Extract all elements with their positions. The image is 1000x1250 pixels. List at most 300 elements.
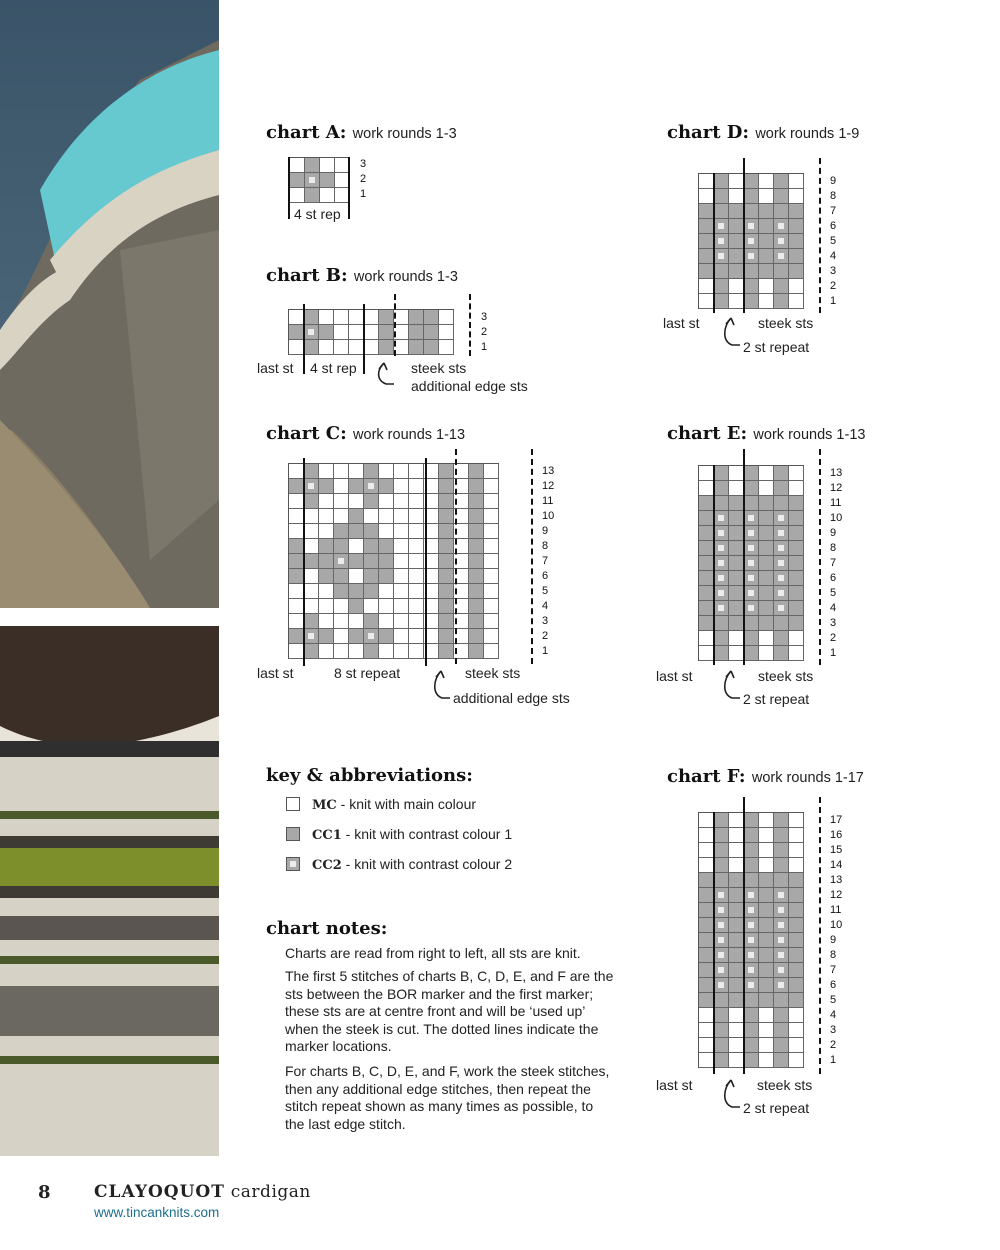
chart-cell — [409, 464, 424, 479]
chart-cell — [379, 325, 394, 340]
chart-cell — [319, 554, 334, 569]
chart-cell — [484, 554, 499, 569]
chart-cell — [729, 264, 744, 279]
chart-cell — [714, 174, 729, 189]
chart-cell — [319, 569, 334, 584]
chart-cell — [714, 189, 729, 204]
chart-cell — [729, 466, 744, 481]
chart-cell — [439, 464, 454, 479]
chart-cell — [334, 614, 349, 629]
chart-cell — [319, 584, 334, 599]
chart-cell — [409, 599, 424, 614]
chart-cell — [484, 614, 499, 629]
chart-cell — [699, 496, 714, 511]
chart-cell — [714, 631, 729, 646]
chart-cell — [759, 1038, 774, 1053]
chart-cell — [714, 496, 729, 511]
chart-cell — [714, 264, 729, 279]
chart-cell — [714, 948, 729, 963]
chart-cell — [714, 888, 729, 903]
chart-cell — [289, 569, 304, 584]
chart-cell — [774, 631, 789, 646]
chart-cell — [699, 828, 714, 843]
chart-cell — [699, 556, 714, 571]
chart-cell — [789, 279, 804, 294]
chart-cell — [744, 646, 759, 661]
chart-cell — [364, 494, 379, 509]
chart-cell — [484, 464, 499, 479]
chart-cell — [334, 629, 349, 644]
chart-d-marker-dotted-line — [819, 158, 821, 313]
chart-cell — [334, 464, 349, 479]
chart-cell — [714, 466, 729, 481]
chart-cell — [759, 586, 774, 601]
chart-cell — [699, 918, 714, 933]
chart-cell — [289, 310, 304, 325]
chart-cell — [789, 481, 804, 496]
chart-cell — [744, 933, 759, 948]
chart-cell — [789, 249, 804, 264]
chart-cell — [699, 1008, 714, 1023]
chart-cell — [484, 569, 499, 584]
chart-cell — [714, 1053, 729, 1068]
chart-cell — [774, 219, 789, 234]
chart-cell — [304, 479, 319, 494]
chart-cell — [304, 340, 319, 355]
chart-f-repeat-line — [743, 797, 745, 1074]
row-number: 3 — [830, 265, 837, 277]
chart-cell — [484, 584, 499, 599]
chart-cell — [729, 204, 744, 219]
notes-title: chart notes: — [266, 918, 388, 939]
chart-cell — [304, 554, 319, 569]
chart-cell — [729, 481, 744, 496]
chart-cell — [789, 903, 804, 918]
row-number: 7 — [830, 557, 837, 569]
chart-cell — [364, 524, 379, 539]
chart-cell — [289, 584, 304, 599]
chart-cell — [394, 479, 409, 494]
chart-cell — [304, 629, 319, 644]
chart-cell — [789, 1008, 804, 1023]
chart-cell — [484, 539, 499, 554]
chart-cell — [744, 466, 759, 481]
chart-cell — [789, 813, 804, 828]
chart-cell — [394, 629, 409, 644]
chart-cell — [334, 479, 349, 494]
chart-cell — [759, 888, 774, 903]
chart-cell — [774, 189, 789, 204]
chart-cell — [304, 464, 319, 479]
chart-cell — [379, 539, 394, 554]
chart-cell — [759, 219, 774, 234]
cc2-swatch — [286, 857, 300, 871]
chart-cell — [319, 479, 334, 494]
chart-cell — [699, 294, 714, 309]
chart-cell — [364, 479, 379, 494]
row-number: 16 — [830, 829, 843, 841]
chart-cell — [699, 481, 714, 496]
chart-cell — [349, 614, 364, 629]
chart-cell — [394, 644, 409, 659]
chart-cell — [714, 843, 729, 858]
chart-cell — [774, 1053, 789, 1068]
chart-cell — [714, 481, 729, 496]
chart-cell — [349, 584, 364, 599]
chart-cell — [759, 234, 774, 249]
chart-cell — [774, 586, 789, 601]
chart-cell — [759, 601, 774, 616]
chart-e-repeat-line — [743, 449, 745, 665]
row-number: 2 — [830, 632, 837, 644]
chart-cell — [379, 464, 394, 479]
chart-cell — [304, 310, 319, 325]
chart-cell — [289, 464, 304, 479]
chart-cell — [774, 496, 789, 511]
chart-cell — [774, 234, 789, 249]
chart-cell — [304, 584, 319, 599]
chart-cell — [469, 599, 484, 614]
chart-cell — [364, 310, 379, 325]
chart-cell — [729, 1023, 744, 1038]
chart-cell — [334, 509, 349, 524]
chart-a-row-num: 2 — [360, 173, 367, 185]
chart-cell — [759, 204, 774, 219]
chart-cell — [714, 249, 729, 264]
page-number: 8 — [38, 1182, 51, 1203]
row-number: 17 — [830, 814, 843, 826]
chart-cell — [714, 873, 729, 888]
chart-cell — [789, 631, 804, 646]
chart-b-row-num: 2 — [481, 326, 488, 338]
chart-cell — [364, 539, 379, 554]
chart-cell — [744, 189, 759, 204]
chart-cell — [789, 264, 804, 279]
chart-cell — [714, 571, 729, 586]
chart-cell — [744, 813, 759, 828]
chart-cell — [759, 264, 774, 279]
chart-cell — [290, 188, 305, 203]
yoke-back-illustration — [0, 626, 219, 1156]
chart-cell — [759, 189, 774, 204]
chart-cell — [469, 629, 484, 644]
chart-cell — [439, 310, 454, 325]
chart-cell — [699, 526, 714, 541]
row-number: 12 — [830, 482, 843, 494]
chart-cell — [424, 310, 439, 325]
chart-cell — [304, 614, 319, 629]
row-number: 13 — [830, 467, 843, 479]
chart-cell — [774, 279, 789, 294]
chart-cell — [290, 173, 305, 188]
chart-d-title: chart D: work rounds 1-9 — [667, 122, 860, 143]
chart-cell — [729, 526, 744, 541]
chart-cell — [334, 569, 349, 584]
chart-cell — [699, 843, 714, 858]
row-number: 2 — [830, 1039, 837, 1051]
chart-cell — [729, 294, 744, 309]
notes-paragraph: For charts B, C, D, E, and F, work the steek stitches, then any additional edge stitches, then repeat the stitch repeat shown as many times as possible, to the last edge stitch. — [285, 1063, 610, 1132]
chart-cell — [364, 584, 379, 599]
chart-cell — [774, 813, 789, 828]
chart-cell — [759, 616, 774, 631]
chart-b-grid — [288, 309, 454, 355]
chart-cell — [379, 644, 394, 659]
row-number: 4 — [542, 600, 549, 612]
row-number: 3 — [830, 1024, 837, 1036]
chart-cell — [439, 614, 454, 629]
chart-cell — [289, 524, 304, 539]
chart-cell — [334, 310, 349, 325]
chart-cell — [759, 279, 774, 294]
row-number: 1 — [830, 295, 837, 307]
chart-cell — [409, 614, 424, 629]
chart-cell — [304, 524, 319, 539]
chart-cell — [469, 464, 484, 479]
chart-e-steek-label: steek sts — [758, 668, 814, 684]
chart-cell — [304, 644, 319, 659]
chart-cell — [394, 524, 409, 539]
chart-cell — [379, 614, 394, 629]
chart-a-row-num: 1 — [360, 188, 367, 200]
chart-cell — [744, 903, 759, 918]
chart-cell — [379, 494, 394, 509]
chart-cell — [379, 554, 394, 569]
chart-cell — [789, 858, 804, 873]
row-number: 3 — [830, 617, 837, 629]
chart-cell — [729, 249, 744, 264]
chart-cell — [759, 948, 774, 963]
chart-d-last-st-label: last st — [663, 315, 700, 331]
chart-cell — [729, 918, 744, 933]
chart-cell — [759, 541, 774, 556]
chart-cell — [319, 464, 334, 479]
chart-cell — [714, 963, 729, 978]
chart-cell — [774, 249, 789, 264]
chart-cell — [774, 204, 789, 219]
chart-cell — [774, 1023, 789, 1038]
chart-cell — [289, 554, 304, 569]
chart-cell — [714, 993, 729, 1008]
chart-cell — [349, 310, 364, 325]
chart-cell — [364, 569, 379, 584]
chart-cell — [409, 644, 424, 659]
chart-cell — [744, 631, 759, 646]
chart-cell — [744, 481, 759, 496]
chart-c-marker-dotted-line — [531, 449, 533, 664]
chart-cell — [699, 948, 714, 963]
chart-cell — [699, 1023, 714, 1038]
chart-cell — [379, 524, 394, 539]
chart-e-marker-dotted-line — [743, 449, 745, 464]
chart-cell — [439, 539, 454, 554]
row-number: 6 — [830, 979, 837, 991]
chart-cell — [729, 279, 744, 294]
chart-cell — [394, 614, 409, 629]
chart-cell — [744, 1038, 759, 1053]
chart-cell — [379, 584, 394, 599]
chart-cell — [714, 541, 729, 556]
row-number: 10 — [542, 510, 555, 522]
chart-cell — [409, 479, 424, 494]
chart-cell — [304, 325, 319, 340]
chart-cell — [789, 1053, 804, 1068]
chart-cell — [789, 174, 804, 189]
row-number: 15 — [830, 844, 843, 856]
chart-cell — [699, 174, 714, 189]
chart-cell — [789, 571, 804, 586]
chart-cell — [729, 556, 744, 571]
chart-b-repeat-line — [363, 304, 365, 374]
chart-cell — [714, 918, 729, 933]
chart-cell — [774, 903, 789, 918]
chart-cell — [789, 556, 804, 571]
chart-c-last-st-line — [303, 458, 305, 666]
chart-cell — [319, 340, 334, 355]
chart-cell — [484, 524, 499, 539]
chart-cell — [349, 325, 364, 340]
chart-d-repeat-label: 2 st repeat — [743, 339, 810, 355]
chart-cell — [714, 616, 729, 631]
chart-cell — [774, 526, 789, 541]
row-number: 8 — [830, 542, 837, 554]
chart-cell — [304, 509, 319, 524]
chart-cell — [484, 509, 499, 524]
chart-cell — [714, 526, 729, 541]
chart-cell — [349, 554, 364, 569]
chart-d-repeat-line — [743, 158, 745, 313]
chart-cell — [379, 569, 394, 584]
chart-cell — [394, 340, 409, 355]
chart-cell — [699, 933, 714, 948]
chart-cell — [424, 325, 439, 340]
chart-cell — [774, 264, 789, 279]
website-link[interactable]: www.tincanknits.com — [94, 1205, 220, 1220]
chart-cell — [349, 494, 364, 509]
chart-cell — [469, 509, 484, 524]
chart-cell — [729, 234, 744, 249]
chart-cell — [394, 584, 409, 599]
chart-cell — [729, 1008, 744, 1023]
chart-b-edge-arrow-icon — [372, 360, 398, 390]
chart-cell — [714, 813, 729, 828]
chart-cell — [699, 631, 714, 646]
chart-cell — [729, 1053, 744, 1068]
chart-cell — [759, 978, 774, 993]
chart-cell — [699, 1038, 714, 1053]
chart-cell — [744, 1023, 759, 1038]
chart-cell — [774, 481, 789, 496]
chart-cell — [714, 294, 729, 309]
row-number: 3 — [542, 615, 549, 627]
chart-cell — [484, 599, 499, 614]
chart-cell — [774, 933, 789, 948]
chart-f-steek-label: steek sts — [757, 1077, 813, 1093]
chart-cell — [364, 464, 379, 479]
chart-cell — [469, 644, 484, 659]
chart-cell — [439, 524, 454, 539]
chart-cell — [334, 584, 349, 599]
chart-b-marker-dotted-line — [469, 294, 471, 356]
chart-cell — [484, 644, 499, 659]
chart-cell — [789, 918, 804, 933]
chart-b-edge-label: additional edge sts — [411, 378, 528, 394]
chart-cell — [699, 586, 714, 601]
chart-cell — [699, 993, 714, 1008]
chart-cell — [714, 828, 729, 843]
chart-cell — [729, 978, 744, 993]
chart-cell — [744, 526, 759, 541]
chart-cell — [729, 571, 744, 586]
chart-cell — [699, 646, 714, 661]
chart-cell — [744, 556, 759, 571]
chart-d-last-st-line — [713, 173, 715, 313]
chart-cell — [714, 219, 729, 234]
chart-cell — [729, 948, 744, 963]
chart-cell — [789, 993, 804, 1008]
chart-cell — [789, 828, 804, 843]
chart-cell — [789, 189, 804, 204]
chart-cell — [789, 933, 804, 948]
chart-c-repeat-line — [425, 458, 427, 666]
chart-cell — [714, 1023, 729, 1038]
row-number: 10 — [830, 512, 843, 524]
chart-cell — [744, 541, 759, 556]
chart-cell — [364, 629, 379, 644]
chart-cell — [394, 539, 409, 554]
row-number: 12 — [542, 480, 555, 492]
chart-cell — [744, 978, 759, 993]
chart-b-repeat-label: 4 st rep — [310, 360, 357, 376]
chart-cell — [759, 873, 774, 888]
chart-cell — [729, 601, 744, 616]
chart-cell — [789, 978, 804, 993]
chart-cell — [789, 1023, 804, 1038]
chart-cell — [699, 234, 714, 249]
chart-cell — [699, 813, 714, 828]
chart-cell — [729, 888, 744, 903]
chart-cell — [304, 539, 319, 554]
chart-cell — [789, 616, 804, 631]
chart-cell — [789, 219, 804, 234]
chart-cell — [774, 1008, 789, 1023]
chart-cell — [759, 918, 774, 933]
chart-cell — [714, 556, 729, 571]
chart-cell — [789, 294, 804, 309]
chart-cell — [439, 494, 454, 509]
chart-cell — [699, 978, 714, 993]
chart-cell — [394, 569, 409, 584]
key-item-mc: MC - knit with main colour — [312, 796, 477, 813]
chart-cell — [744, 858, 759, 873]
chart-cell — [729, 858, 744, 873]
chart-cell — [699, 219, 714, 234]
chart-cell — [484, 629, 499, 644]
chart-cell — [469, 479, 484, 494]
chart-cell — [439, 479, 454, 494]
chart-cell — [699, 873, 714, 888]
row-number: 5 — [830, 587, 837, 599]
chart-cell — [304, 569, 319, 584]
chart-cell — [409, 629, 424, 644]
chart-cell — [424, 340, 439, 355]
chart-cell — [774, 858, 789, 873]
chart-cell — [744, 888, 759, 903]
chart-cell — [409, 340, 424, 355]
row-number: 13 — [542, 465, 555, 477]
row-number: 8 — [542, 540, 549, 552]
chart-b-steek-label: steek sts — [411, 360, 467, 376]
